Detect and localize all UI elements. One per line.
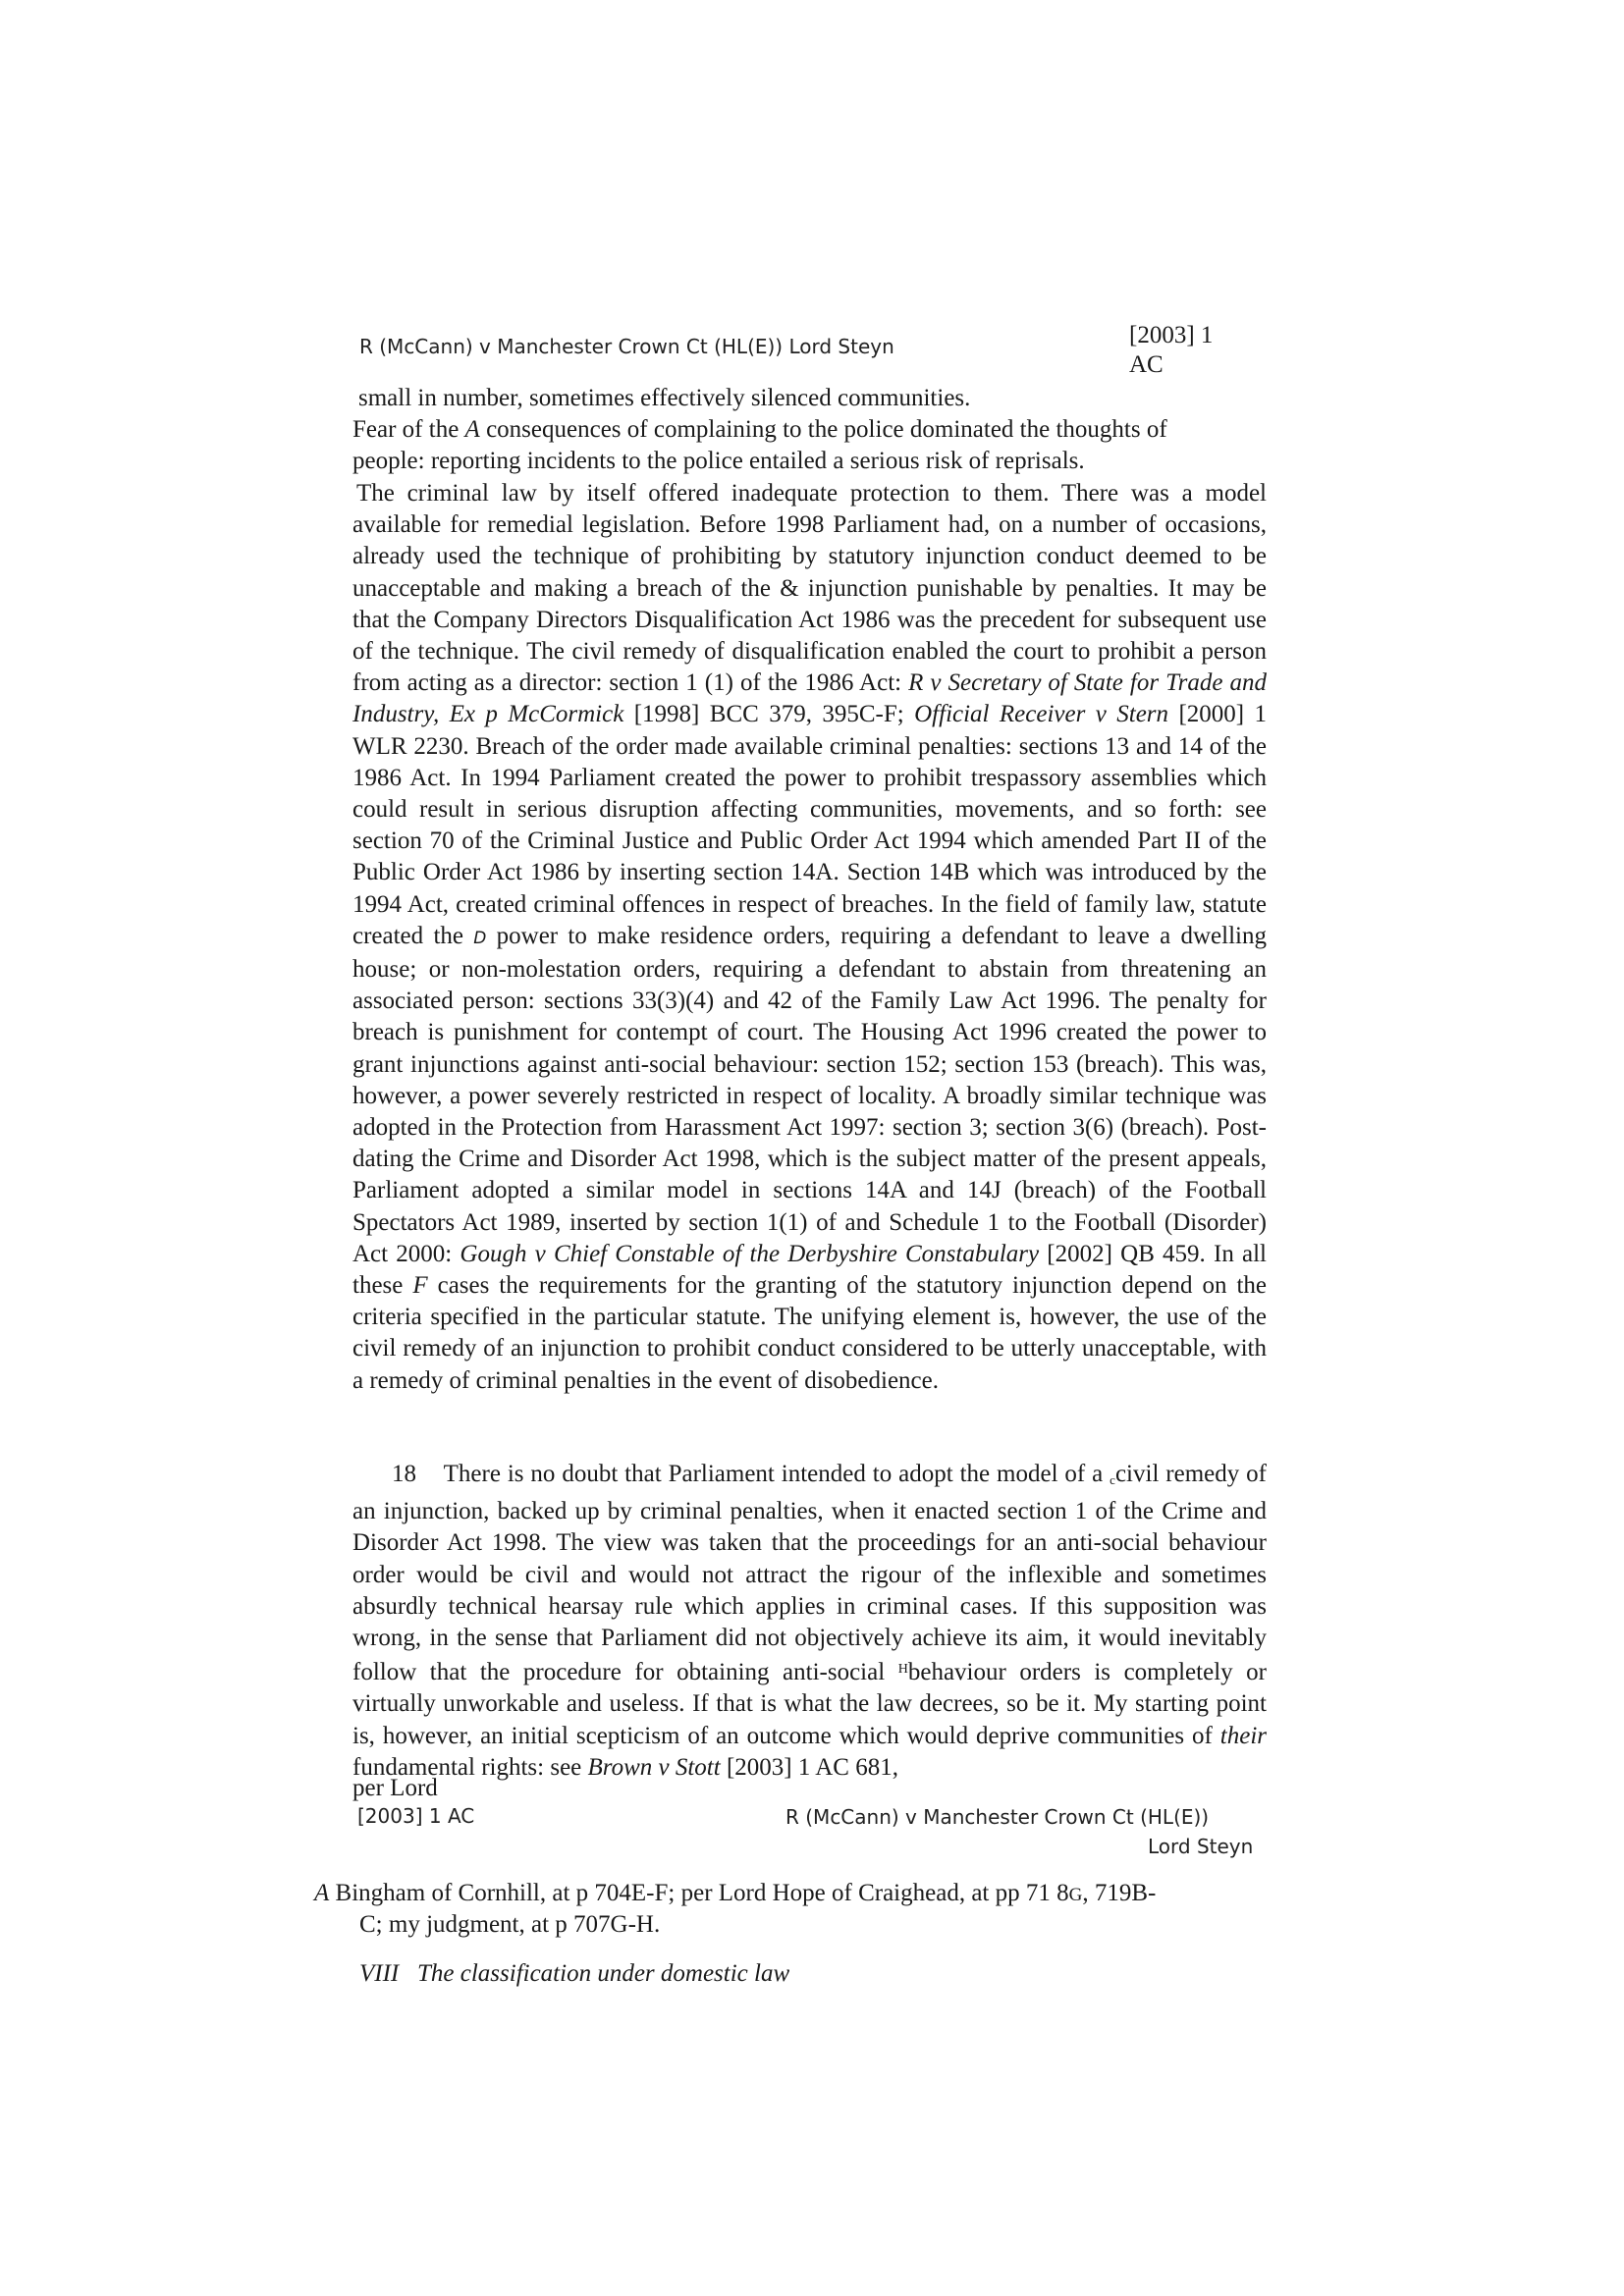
running-head: R (McCann) v Manchester Crown Ct (HL(E)) Lord Steyn xyxy=(359,335,894,358)
margin-marker-f: F xyxy=(412,1272,428,1300)
p2-text-b: [1998] BCC 379, 395C-F; xyxy=(623,701,915,728)
footer-citation: [2003] 1 AC xyxy=(357,1804,475,1828)
margin-marker-c: c xyxy=(1110,1472,1115,1487)
p2-text-d: power to make residence orders, requiring a defendant to leave a dwelling house; or non-molestation orders, requiring a defendant to abstain from threatening an associated person: sections 33(3)(4) and 42 of the Family Law Act 1996. The penalty for breach is punishment for contempt of court. The Housing Act 1996 created the power to grant injunctions against anti-social behaviour: section 152; section 153 (breach). This was, however, a power severely restricted in respect of locality. A broadly similar technique was adopted in the Protection from Harassment Act 1997: section 3; section 3(6) (breach). Post-dating the Crime and Disorder Act 1998, which is the subject matter of the present appeals, Parliament adopted a similar model in sections 14A and 14J (breach) of the Football Spectators Act 1989, inserted by section 1(1) of and Schedule 1 to the Football (Disorder) Act 2000: xyxy=(352,922,1267,1267)
p2-text-f: cases the requirements for the granting of the statutory injunction depend on the criteria specified in the particular statute. The unifying element is, however, the use of the civil remedy of an injunction to prohibit conduct considered to be utterly unacceptable, with a remedy of criminal penalties in the event of disobedience. xyxy=(352,1272,1267,1394)
section-number: VIII xyxy=(359,1960,400,1987)
case-citation-brown: Brown v Stott xyxy=(587,1753,721,1781)
margin-marker-h: H xyxy=(897,1662,908,1678)
margin-marker-a-2: A xyxy=(314,1880,330,1906)
p3-text-e: [2003] 1 AC 681, xyxy=(720,1753,898,1781)
p1-text-a: Fear of the xyxy=(352,416,465,443)
case-citation-gough: Gough v Chief Constable of the Derbyshire Constabulary xyxy=(460,1240,1040,1267)
p3-text-b: civil remedy of an injunction, backed up by criminal penalties, when it enacted section 1 of the Crime and Disorder Act 1998. The view was taken that the proceedings for an anti-social behaviour order would be civil and would not attract the rigour of the inflexible and sometimes absurdly technical hearsay rule which applies in criminal cases. If this supposition was wrong, in the sense that Parliament did not objectively achieve its aim, it would inevitably follow that the procedure for obtaining anti-social xyxy=(352,1461,1267,1686)
section-heading xyxy=(359,1958,789,1990)
case-citation-stern: Official Receiver v Stern xyxy=(914,701,1169,728)
p3-text-a: There is no doubt that Parliament intended to adopt the model of a xyxy=(443,1461,1110,1487)
paragraph-2 xyxy=(352,478,1267,1397)
case-citation-mccormick: R v Secretary of State for Trade and Industry, Ex p McCormick xyxy=(352,669,1268,728)
continuation-text-a: Bingham of Cornhill, at p 704E-F; per Lord Hope of Craighead, at pp 71 8 xyxy=(329,1880,1069,1906)
p2-text-e: [2002] QB 459. In all these xyxy=(352,1240,1267,1300)
continuation-line-2: C; my judgment, at p 707G-H. xyxy=(359,1911,661,1938)
continuation-text-b: , 719B- xyxy=(1082,1880,1157,1906)
paragraph-18-last-line: per Lord xyxy=(352,1775,438,1801)
margin-marker-d: D xyxy=(473,928,487,948)
paragraph-1 xyxy=(352,414,1236,477)
margin-marker-a: A xyxy=(464,416,480,443)
p1-text-b: consequences of complaining to the police dominated the thoughts of people: reporting incidents to the police entailed a serious risk of reprisals. xyxy=(352,416,1167,475)
emphasis-their: their xyxy=(1219,1722,1267,1749)
p2-text-c: [2000] 1 WLR 2230. Breach of the order made available criminal penalties: sections 13 and 14 of the 1986 Act. In 1994 Parliament created the power to prohibit trespassory assemblies which could result in serious disruption affecting communities, movements, and so forth: see section 70 of the Criminal Justice and Public Order Act 1994 which amended Part II of the Public Order Act 1986 by inserting section 14A. Section 14B which was introduced by the 1994 Act, created criminal offences in respect of breaches. In the field of family law, statute created the xyxy=(352,701,1267,949)
opening-line: small in number, sometimes effectively silenced communities. xyxy=(358,385,971,411)
continuation-line-1 xyxy=(314,1878,1286,1911)
footer-judge: Lord Steyn xyxy=(1148,1835,1254,1858)
paragraph-number: 18 xyxy=(392,1461,416,1487)
p3-text-d: fundamental rights: see xyxy=(352,1753,588,1781)
paragraph-18 xyxy=(352,1459,1267,1784)
p3-text-c: behaviour orders is completely or virtually unworkable and useless. If that is what the law decrees, so be it. My starting point is, however, an initial scepticism of an outcome which would deprive communities of xyxy=(352,1659,1268,1749)
citation-header xyxy=(1129,321,1213,380)
continuation-small-cap: G xyxy=(1068,1885,1083,1905)
footer-running-head: R (McCann) v Manchester Crown Ct (HL(E)) xyxy=(785,1805,1210,1829)
p2-text-a: The criminal law by itself offered inadequate protection to them. There was a model available for remedial legislation. Before 1998 Parliament had, on a number of occasions, already used the technique of prohibiting by statutory injunction conduct deemed to be unacceptable and making a breach of the & injunction punishable by penalties. It may be that the Company Directors Disqualification Act 1986 was the precedent for subsequent use of the technique. The civil remedy of disqualification enabled the court to prohibit a person from acting as a director: section 1 (1) of the 1986 Act: xyxy=(352,480,1267,697)
section-title: The classification under domestic law xyxy=(417,1960,790,1987)
citation-line-1: [2003] 1 xyxy=(1129,322,1214,348)
citation-line-2: AC xyxy=(1129,351,1164,378)
